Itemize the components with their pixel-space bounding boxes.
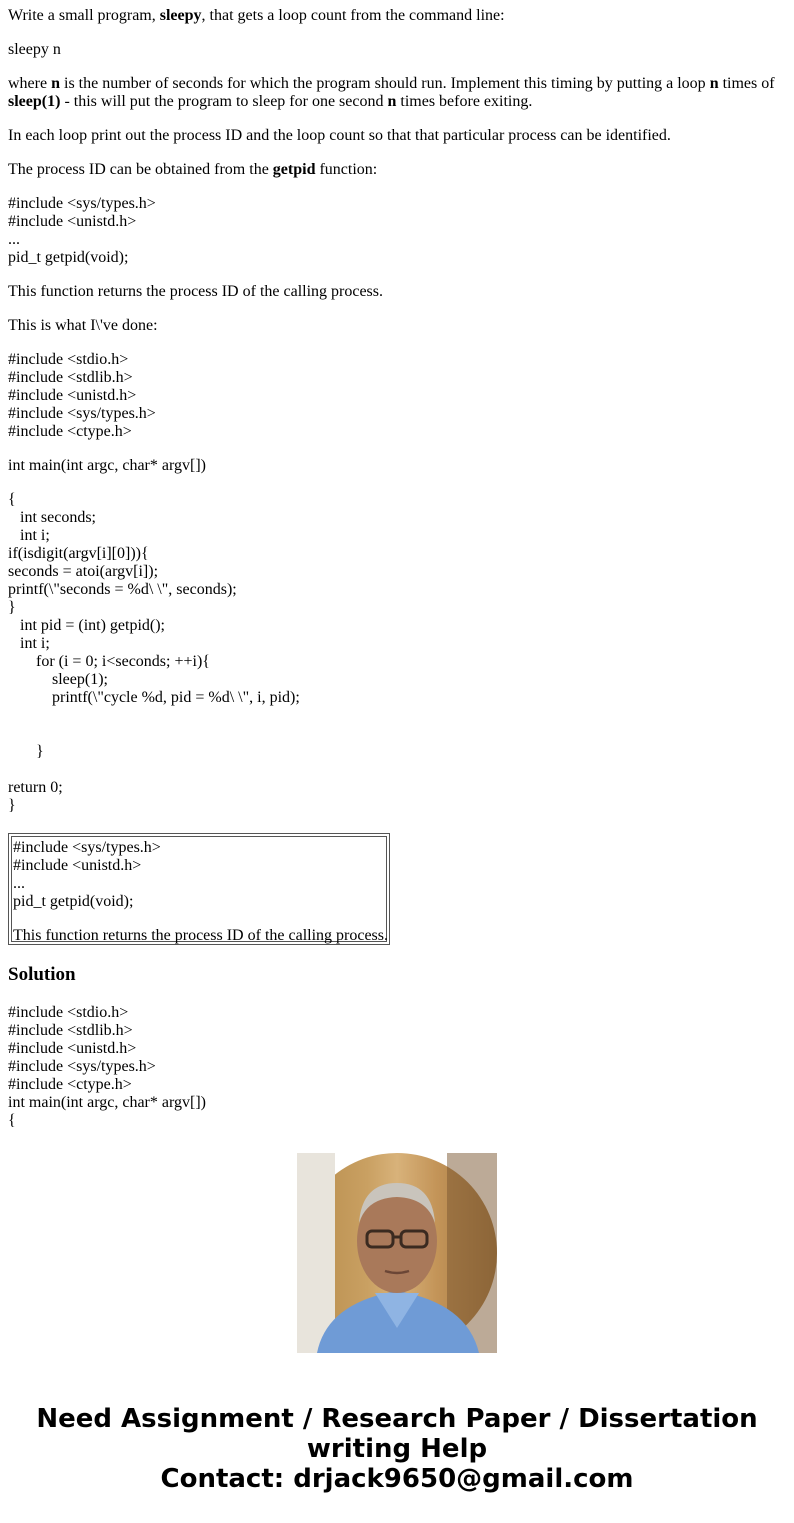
author-photo [297, 1153, 497, 1353]
main-signature: int main(int argc, char* argv[]) [8, 457, 206, 474]
code-line: sleep(1); [8, 671, 108, 688]
intro-paragraph [8, 7, 786, 25]
footer-contact: Contact: drjack9650@gmail.com [160, 1464, 634, 1494]
intro-text-end: , that gets a loop count from the command line: [201, 7, 505, 24]
solution-block [8, 1004, 786, 1129]
code-line: #include <stdlib.h> [8, 1022, 133, 1039]
code-line: #include <unistd.h> [8, 213, 137, 230]
code-line: #include <unistd.h> [8, 387, 137, 404]
intro-text: Write a small program, [8, 7, 160, 24]
solution-heading: Solution [8, 964, 76, 985]
code-line: #include <sys/types.h> [13, 839, 161, 856]
question-body [8, 0, 786, 815]
code-line: #include <ctype.h> [8, 423, 132, 440]
program-name: sleepy [159, 7, 202, 24]
getpid-name: getpid [272, 161, 316, 178]
usage-line: sleepy n [8, 41, 61, 58]
code-line: ... [13, 875, 25, 892]
author-portrait-image [297, 1153, 497, 1353]
quote-box [8, 833, 390, 945]
code-line: int seconds; [8, 509, 96, 526]
var-n: n [51, 75, 60, 92]
code-line: pid_t getpid(void); [8, 249, 129, 266]
var-n: n [709, 75, 719, 92]
code-line: } [8, 599, 16, 616]
code-line: for (i = 0; i<seconds; ++i){ [8, 653, 210, 670]
code-line: } [8, 743, 44, 760]
where-text: times of [718, 75, 775, 92]
var-n: n [387, 93, 397, 110]
code-line: #include <sys/types.h> [8, 1058, 156, 1075]
snippet-block [8, 195, 786, 267]
code-line [8, 707, 786, 725]
where-text: times before exiting. [396, 93, 533, 110]
footer-line: writing Help [306, 1434, 488, 1464]
code-line [8, 761, 786, 779]
code-line: #include <sys/types.h> [8, 405, 156, 422]
footer-ad [0, 1404, 794, 1494]
code-line: seconds = atoi(argv[i]); [8, 563, 159, 580]
where-paragraph [8, 75, 786, 111]
footer-line: Need Assignment / Research Paper / Dissertation [36, 1404, 758, 1434]
code-line: return 0; [8, 779, 63, 796]
getpid-text: The process ID can be obtained from the [8, 161, 273, 178]
code-block [8, 491, 786, 815]
code-line: #include <stdio.h> [8, 1004, 129, 1021]
code-line: int i; [8, 635, 50, 652]
getpid-paragraph [8, 161, 786, 179]
code-line: #include <unistd.h> [8, 1040, 137, 1057]
code-line: #include <ctype.h> [8, 1076, 132, 1093]
sleep-call: sleep(1) [8, 93, 61, 110]
code-line: pid_t getpid(void); [13, 893, 134, 910]
code-line: printf(\"cycle %d, pid = %d\ \", i, pid); [8, 689, 300, 706]
code-line: { [8, 491, 16, 508]
code-line: printf(\"seconds = %d\ \", seconds); [8, 581, 237, 598]
code-line: #include <stdio.h> [8, 351, 129, 368]
code-line: } [8, 797, 16, 814]
code-line: #include <stdlib.h> [8, 369, 133, 386]
getpid-text-end: function: [315, 161, 378, 178]
code-line: #include <sys/types.h> [8, 195, 156, 212]
each-loop-paragraph: In each loop print out the process ID and the loop count so that that particular process can be identified. [8, 127, 671, 144]
quote-box-inner [11, 836, 387, 942]
code-line: int i; [8, 527, 50, 544]
where-text: is the number of seconds for which the program should run. Implement this timing by putting a loop [60, 75, 710, 92]
done-paragraph: This is what I\'ve done: [8, 317, 158, 334]
includes-block [8, 351, 786, 441]
code-line: int pid = (int) getpid(); [8, 617, 165, 634]
code-line: #include <unistd.h> [13, 857, 142, 874]
code-line: ... [8, 231, 20, 248]
where-text: - this will put the program to sleep for one second [60, 93, 388, 110]
code-line: int main(int argc, char* argv[]) [8, 1094, 206, 1111]
box-returns-text: This function returns the process ID of the calling process. [13, 927, 389, 944]
returns-paragraph: This function returns the process ID of the calling process. [8, 283, 384, 300]
code-line [8, 725, 786, 743]
code-line: if(isdigit(argv[i][0])){ [8, 545, 149, 562]
where-text: where [8, 75, 52, 92]
code-line: { [8, 1112, 16, 1129]
